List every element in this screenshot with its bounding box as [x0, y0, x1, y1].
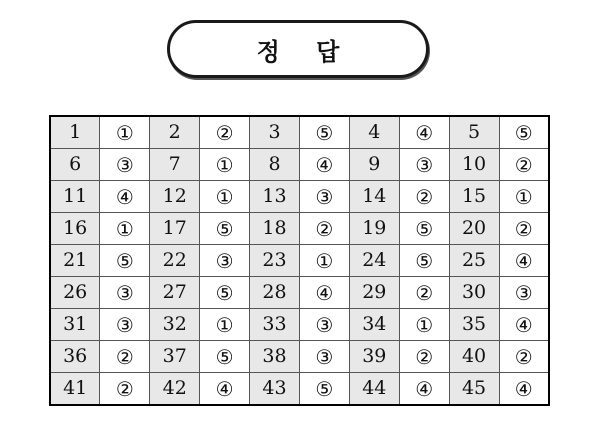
answer-choice: ⑤: [399, 213, 449, 245]
answer-choice: ⑤: [200, 341, 250, 373]
question-number: 10: [449, 149, 499, 181]
question-number: 29: [349, 277, 399, 309]
question-number: 26: [50, 277, 100, 309]
question-number: 40: [449, 341, 499, 373]
answer-choice: ②: [499, 341, 549, 373]
answer-choice: ②: [100, 341, 150, 373]
question-number: 17: [150, 213, 200, 245]
title-banner: [167, 20, 429, 78]
answer-choice: ④: [499, 245, 549, 277]
answer-choice: ③: [100, 277, 150, 309]
question-number: 32: [150, 309, 200, 341]
answer-choice: ③: [100, 149, 150, 181]
question-number: 4: [349, 116, 399, 149]
answer-choice: ①: [200, 149, 250, 181]
question-number: 11: [50, 181, 100, 213]
question-number: 30: [449, 277, 499, 309]
answer-choice: ⑤: [200, 213, 250, 245]
answer-choice: ④: [399, 373, 449, 406]
answer-choice: ③: [200, 245, 250, 277]
question-number: 7: [150, 149, 200, 181]
answer-choice: ③: [499, 277, 549, 309]
answer-key-table: [49, 115, 550, 406]
answer-row: [50, 181, 549, 213]
question-number: 36: [50, 341, 100, 373]
question-number: 24: [349, 245, 399, 277]
answer-choice: ⑤: [200, 277, 250, 309]
answer-choice: ④: [299, 149, 349, 181]
question-number: 2: [150, 116, 200, 149]
question-number: 21: [50, 245, 100, 277]
question-number: 20: [449, 213, 499, 245]
answer-choice: ③: [100, 309, 150, 341]
question-number: 16: [50, 213, 100, 245]
answer-choice: ⑤: [399, 245, 449, 277]
answer-row: [50, 341, 549, 373]
answer-choice: ②: [399, 341, 449, 373]
question-number: 5: [449, 116, 499, 149]
question-number: 42: [150, 373, 200, 406]
answer-row: [50, 116, 549, 149]
answer-choice: ③: [299, 309, 349, 341]
answer-choice: ④: [299, 277, 349, 309]
page-title: 정 답: [256, 37, 354, 66]
answer-choice: ②: [200, 116, 250, 149]
answer-row: [50, 213, 549, 245]
answer-row: [50, 149, 549, 181]
question-number: 45: [449, 373, 499, 406]
question-number: 39: [349, 341, 399, 373]
question-number: 25: [449, 245, 499, 277]
answer-choice: ②: [399, 277, 449, 309]
answer-key-body: [50, 116, 549, 405]
answer-choice: ⑤: [499, 116, 549, 149]
answer-choice: ③: [399, 149, 449, 181]
answer-choice: ①: [200, 181, 250, 213]
question-number: 19: [349, 213, 399, 245]
question-number: 15: [449, 181, 499, 213]
question-number: 28: [250, 277, 300, 309]
question-number: 22: [150, 245, 200, 277]
question-number: 38: [250, 341, 300, 373]
question-number: 34: [349, 309, 399, 341]
answer-choice: ②: [100, 373, 150, 406]
answer-choice: ①: [499, 181, 549, 213]
answer-choice: ①: [299, 245, 349, 277]
question-number: 44: [349, 373, 399, 406]
question-number: 12: [150, 181, 200, 213]
answer-choice: ⑤: [299, 373, 349, 406]
answer-choice: ②: [499, 213, 549, 245]
question-number: 41: [50, 373, 100, 406]
answer-row: [50, 277, 549, 309]
answer-choice: ⑤: [100, 245, 150, 277]
answer-choice: ①: [100, 213, 150, 245]
answer-choice: ④: [200, 373, 250, 406]
answer-choice: ②: [399, 181, 449, 213]
question-number: 35: [449, 309, 499, 341]
answer-choice: ①: [399, 309, 449, 341]
answer-row: [50, 245, 549, 277]
answer-choice: ⑤: [299, 116, 349, 149]
answer-choice: ④: [499, 373, 549, 406]
answer-choice: ②: [299, 213, 349, 245]
question-number: 33: [250, 309, 300, 341]
answer-choice: ③: [299, 181, 349, 213]
answer-choice: ③: [299, 341, 349, 373]
answer-choice: ②: [499, 149, 549, 181]
answer-choice: ④: [399, 116, 449, 149]
question-number: 9: [349, 149, 399, 181]
answer-choice: ④: [100, 181, 150, 213]
answer-row: [50, 309, 549, 341]
question-number: 1: [50, 116, 100, 149]
question-number: 14: [349, 181, 399, 213]
question-number: 18: [250, 213, 300, 245]
question-number: 31: [50, 309, 100, 341]
question-number: 8: [250, 149, 300, 181]
question-number: 13: [250, 181, 300, 213]
question-number: 43: [250, 373, 300, 406]
question-number: 27: [150, 277, 200, 309]
question-number: 3: [250, 116, 300, 149]
answer-row: [50, 373, 549, 406]
answer-choice: ①: [200, 309, 250, 341]
question-number: 23: [250, 245, 300, 277]
question-number: 6: [50, 149, 100, 181]
question-number: 37: [150, 341, 200, 373]
answer-choice: ④: [499, 309, 549, 341]
answer-choice: ①: [100, 116, 150, 149]
